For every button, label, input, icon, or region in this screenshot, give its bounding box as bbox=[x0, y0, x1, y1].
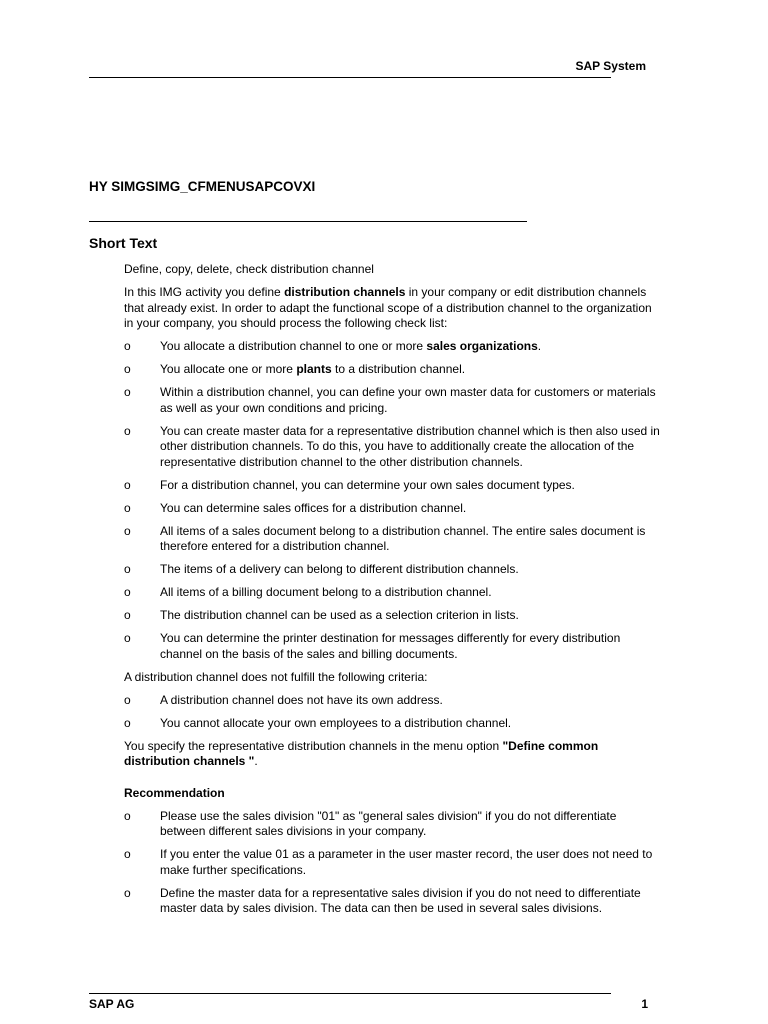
checklist-item bbox=[124, 385, 664, 416]
bullet-marker: o bbox=[124, 585, 131, 599]
checklist-item-text: You can determine the printer destination for messages differently for every distribution channel on the basis of the sales and billing documents. bbox=[160, 631, 621, 661]
menu-note-bold: "Define common distribution channels " bbox=[124, 738, 599, 768]
checklist-item bbox=[124, 608, 664, 624]
bullet-marker: o bbox=[124, 692, 131, 707]
intro-text-post: in your company or edit distribution channels that already exist. In order to adapt the functional scope of a distribution channel to the organization in your company, you should process the following check list: bbox=[124, 285, 652, 330]
checklist-item-text: The distribution channel can be used as a selection criterion in lists. bbox=[160, 608, 519, 622]
criteria-item-text: A distribution channel does not have its own address. bbox=[160, 692, 443, 707]
checklist-text-post: . bbox=[537, 339, 542, 353]
checklist-item-text: All items of a billing document belong to a distribution channel. bbox=[160, 585, 492, 599]
menu-note-paragraph bbox=[124, 739, 664, 770]
recommendation-item bbox=[124, 809, 664, 840]
bullet-marker: o bbox=[124, 500, 131, 515]
checklist-item bbox=[124, 478, 664, 494]
bullet-marker: o bbox=[124, 608, 131, 622]
bullet-marker: o bbox=[124, 885, 131, 900]
intro-text-pre: In this IMG activity you define bbox=[124, 285, 285, 299]
document-body bbox=[124, 262, 664, 924]
checklist-text-pre: You allocate one or more bbox=[160, 362, 297, 376]
checklist-item bbox=[124, 424, 664, 471]
criteria-item bbox=[124, 693, 664, 709]
bullet-marker: o bbox=[124, 715, 131, 730]
bullet-marker: o bbox=[124, 339, 131, 353]
footer-company: SAP AG bbox=[89, 997, 135, 1011]
header-system-label: SAP System bbox=[575, 59, 646, 73]
recommendation-item-text: Please use the sales division "01" as "general sales division" if you do not differentiate between different sales divisions in your company. bbox=[160, 808, 617, 838]
recommendation-item bbox=[124, 847, 664, 878]
bullet-marker: o bbox=[124, 423, 131, 438]
criteria-item bbox=[124, 716, 664, 732]
checklist-item bbox=[124, 501, 664, 517]
recommendation-item bbox=[124, 886, 664, 917]
checklist-item-text bbox=[160, 362, 664, 378]
checklist-text-bold: plants bbox=[296, 362, 332, 376]
checklist-text-pre: You allocate a distribution channel to one or more bbox=[160, 339, 427, 353]
checklist-text-bold: sales organizations bbox=[426, 339, 538, 353]
title-rule bbox=[89, 221, 527, 222]
menu-note-pre: You specify the representative distribution channels in the menu option bbox=[124, 738, 503, 753]
bullet-marker: o bbox=[124, 523, 131, 538]
checklist-item bbox=[124, 524, 664, 555]
bullet-marker: o bbox=[124, 631, 131, 645]
footer-page-number: 1 bbox=[641, 997, 648, 1011]
checklist-item-text: You can determine sales offices for a distribution channel. bbox=[160, 500, 467, 515]
criteria-intro: A distribution channel does not fulfill the following criteria: bbox=[124, 669, 428, 684]
menu-note-post: . bbox=[254, 754, 258, 768]
bullet-marker: o bbox=[124, 562, 131, 576]
bullet-marker: o bbox=[124, 847, 131, 861]
checklist-item-text: All items of a sales document belong to a distribution channel. The entire sales document is therefore entered for a distribution channel. bbox=[160, 523, 646, 553]
bullet-marker: o bbox=[124, 477, 131, 492]
checklist-item-text: For a distribution channel, you can determine your own sales document types. bbox=[160, 477, 575, 492]
checklist-text-post: to a distribution channel. bbox=[331, 362, 466, 376]
intro-paragraph bbox=[124, 285, 664, 332]
checklist-item bbox=[124, 585, 664, 601]
bullet-marker: o bbox=[124, 362, 131, 376]
bullet-marker: o bbox=[124, 385, 131, 399]
footer-rule bbox=[89, 993, 611, 994]
short-text-heading: Short Text bbox=[89, 235, 158, 251]
recommendation-item-text: Define the master data for a representative sales division if you do not need to differentiate master data by sales division. The data can then be used in several sales divisions. bbox=[160, 885, 641, 915]
bullet-marker: o bbox=[124, 808, 131, 823]
checklist-item bbox=[124, 631, 664, 662]
checklist-item-text bbox=[160, 339, 664, 355]
criteria-item-text: You cannot allocate your own employees to a distribution channel. bbox=[160, 715, 512, 730]
short-text-value: Define, copy, delete, check distribution channel bbox=[124, 262, 374, 276]
header-rule bbox=[89, 77, 611, 78]
recommendation-item-text: If you enter the value 01 as a parameter in the user master record, the user does not need to make further specifications. bbox=[160, 847, 653, 877]
document-id-title: HY SIMGSIMG_CFMENUSAPCOVXI bbox=[89, 179, 316, 194]
checklist-item-text: You can create master data for a representative distribution channel which is then also used in other distribution channels. To do this, you have to additionally create the allocation of the representative distribution channel to the other distribution channels. bbox=[160, 423, 660, 469]
checklist-item-text: The items of a delivery can belong to different distribution channels. bbox=[160, 562, 519, 576]
intro-text-bold: distribution channels bbox=[284, 285, 406, 299]
recommendation-heading: Recommendation bbox=[124, 785, 225, 800]
checklist-item bbox=[124, 362, 664, 378]
checklist-item bbox=[124, 339, 664, 355]
checklist-item bbox=[124, 562, 664, 578]
checklist-item-text: Within a distribution channel, you can define your own master data for customers or materials as well as your own conditions and pricing. bbox=[160, 385, 656, 415]
